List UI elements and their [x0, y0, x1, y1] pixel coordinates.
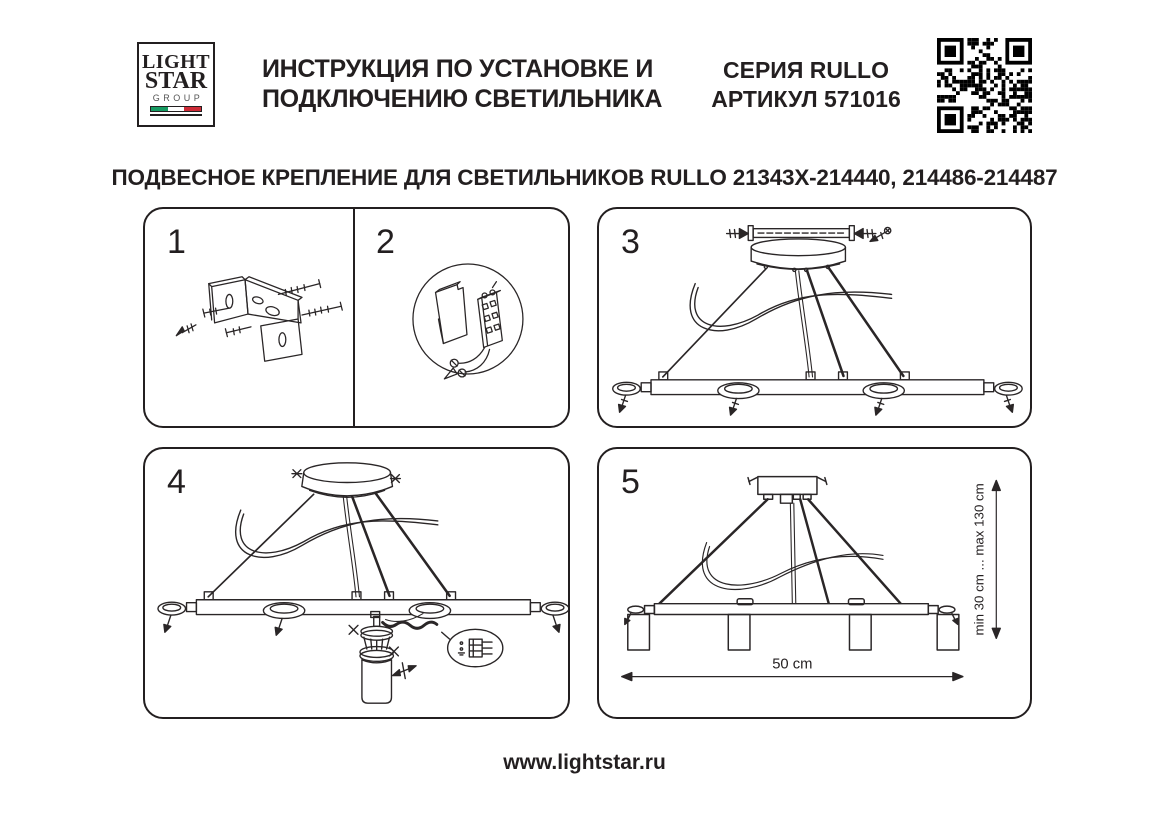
- panel-divider: [353, 209, 355, 426]
- height-dimension-label: min 30 cm ... max 130 cm: [971, 483, 987, 636]
- suspension-assembly-diagram: [599, 209, 1030, 426]
- logo-text-light: LIGHT: [141, 50, 211, 73]
- bracket-and-wiring-diagram: [145, 209, 568, 426]
- panel-step-5: [597, 447, 1032, 719]
- flag-stripe-red: [184, 107, 201, 111]
- logo-underline: [150, 114, 202, 116]
- panel-step-1-2: [143, 207, 570, 428]
- series-block: [686, 56, 926, 114]
- step-number-1: 1: [167, 223, 186, 261]
- lightstar-logo: [137, 42, 215, 127]
- page-title: [262, 54, 662, 114]
- article-label: АРТИКУЛ 571016: [711, 86, 901, 112]
- step-number-3: 3: [621, 223, 640, 261]
- series-label: СЕРИЯ RULLO: [723, 57, 889, 83]
- title-line-2: ПОДКЛЮЧЕНИЮ СВЕТИЛЬНИКА: [262, 85, 663, 113]
- step-number-5: 5: [621, 463, 640, 501]
- qr-code-image: [937, 38, 1032, 133]
- subtitle: ПОДВЕСНОЕ КРЕПЛЕНИЕ ДЛЯ СВЕТИЛЬНИКОВ RULLO 21343X-214440, 214486-214487: [111, 165, 1058, 190]
- shade-connection-diagram: [145, 449, 568, 717]
- final-assembly-diagram: [599, 449, 1030, 717]
- website-url: www.lightstar.ru: [503, 751, 666, 774]
- width-dimension-label: 50 cm: [772, 656, 813, 673]
- italian-flag-stripe: [150, 106, 202, 112]
- logo-text-star: STAR: [144, 67, 208, 94]
- step-number-4: 4: [167, 463, 186, 501]
- step-number-2: 2: [376, 223, 395, 261]
- flag-stripe-white: [168, 107, 185, 111]
- panel-step-3: [597, 207, 1032, 428]
- panel-step-4: [143, 447, 570, 719]
- title-line-1: ИНСТРУКЦИЯ ПО УСТАНОВКЕ И: [262, 55, 654, 83]
- flag-stripe-green: [151, 107, 168, 111]
- logo-text-group: GROUP: [152, 92, 204, 103]
- qr-code: [937, 38, 1032, 133]
